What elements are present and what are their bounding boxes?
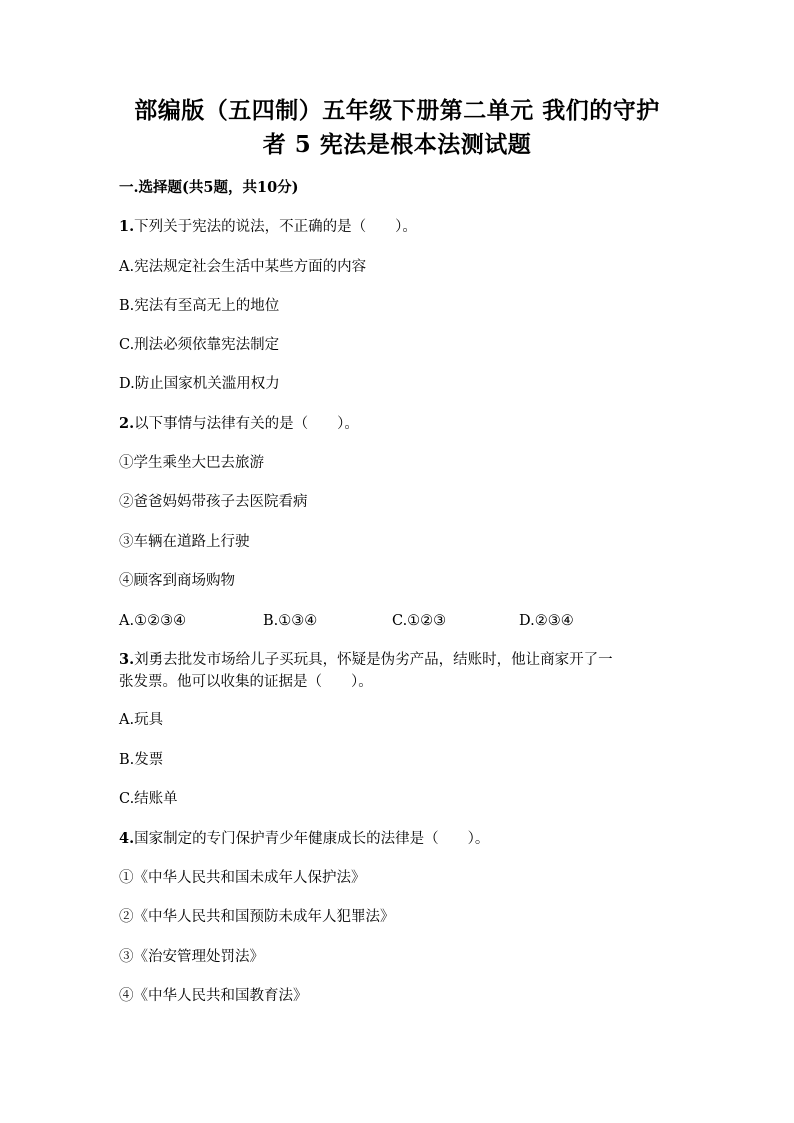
question-4-item-2: ②《中华人民共和国预防未成年人犯罪法》 — [119, 909, 395, 925]
document-title-line-2: 者 5 宪法是根本法测试题 — [262, 131, 532, 158]
document-title-line-1: 部编版（五四制）五年级下册第二单元 我们的守护 — [134, 97, 660, 124]
question-2-options — [119, 610, 679, 632]
question-4 — [119, 828, 489, 850]
question-2-option-c: C.①②③ — [392, 613, 447, 629]
question-stem-line-1: 刘勇去批发市场给儿子买玩具，怀疑是伪劣产品，结账时，他让商家开了一 — [134, 652, 613, 668]
section-heading: 一.选择题(共5题，共10分) — [119, 179, 299, 196]
question-2-item-1: ①学生乘坐大巴去旅游 — [119, 455, 264, 471]
question-number: 4. — [119, 830, 135, 847]
question-2-item-3: ③车辆在道路上行驶 — [119, 534, 250, 550]
question-number: 1. — [119, 218, 135, 235]
question-2 — [119, 413, 359, 435]
question-number: 3. — [119, 651, 135, 668]
question-number: 2. — [119, 415, 135, 432]
question-stem: 下列关于宪法的说法，不正确的是（ ）。 — [134, 219, 417, 235]
question-3-option-b: B.发票 — [119, 752, 164, 768]
question-3-stem-line-2: 张发票。他可以收集的证据是（ ）。 — [119, 674, 373, 690]
question-2-option-a: A.①②③④ — [119, 613, 187, 629]
question-1 — [119, 216, 417, 238]
question-4-item-3: ③《治安管理处罚法》 — [119, 949, 264, 965]
question-3-option-c: C.结账单 — [119, 791, 178, 807]
question-1-option-c: C.刑法必须依靠宪法制定 — [119, 337, 280, 353]
question-3 — [119, 649, 613, 671]
question-2-option-d: D.②③④ — [519, 613, 574, 629]
question-3-option-a: A.玩具 — [119, 712, 164, 728]
question-4-item-4: ④《中华人民共和国教育法》 — [119, 988, 308, 1004]
question-1-option-a: A.宪法规定社会生活中某些方面的内容 — [119, 259, 367, 275]
question-2-item-2: ②爸爸妈妈带孩子去医院看病 — [119, 494, 308, 510]
question-4-item-1: ①《中华人民共和国未成年人保护法》 — [119, 870, 366, 886]
question-stem: 以下事情与法律有关的是（ ）。 — [134, 416, 359, 432]
question-stem: 国家制定的专门保护青少年健康成长的法律是（ ）。 — [134, 831, 490, 847]
question-1-option-d: D.防止国家机关滥用权力 — [119, 376, 280, 392]
question-2-item-4: ④顾客到商场购物 — [119, 573, 235, 589]
question-2-option-b: B.①③④ — [263, 613, 318, 629]
question-1-option-b: B.宪法有至高无上的地位 — [119, 298, 280, 314]
